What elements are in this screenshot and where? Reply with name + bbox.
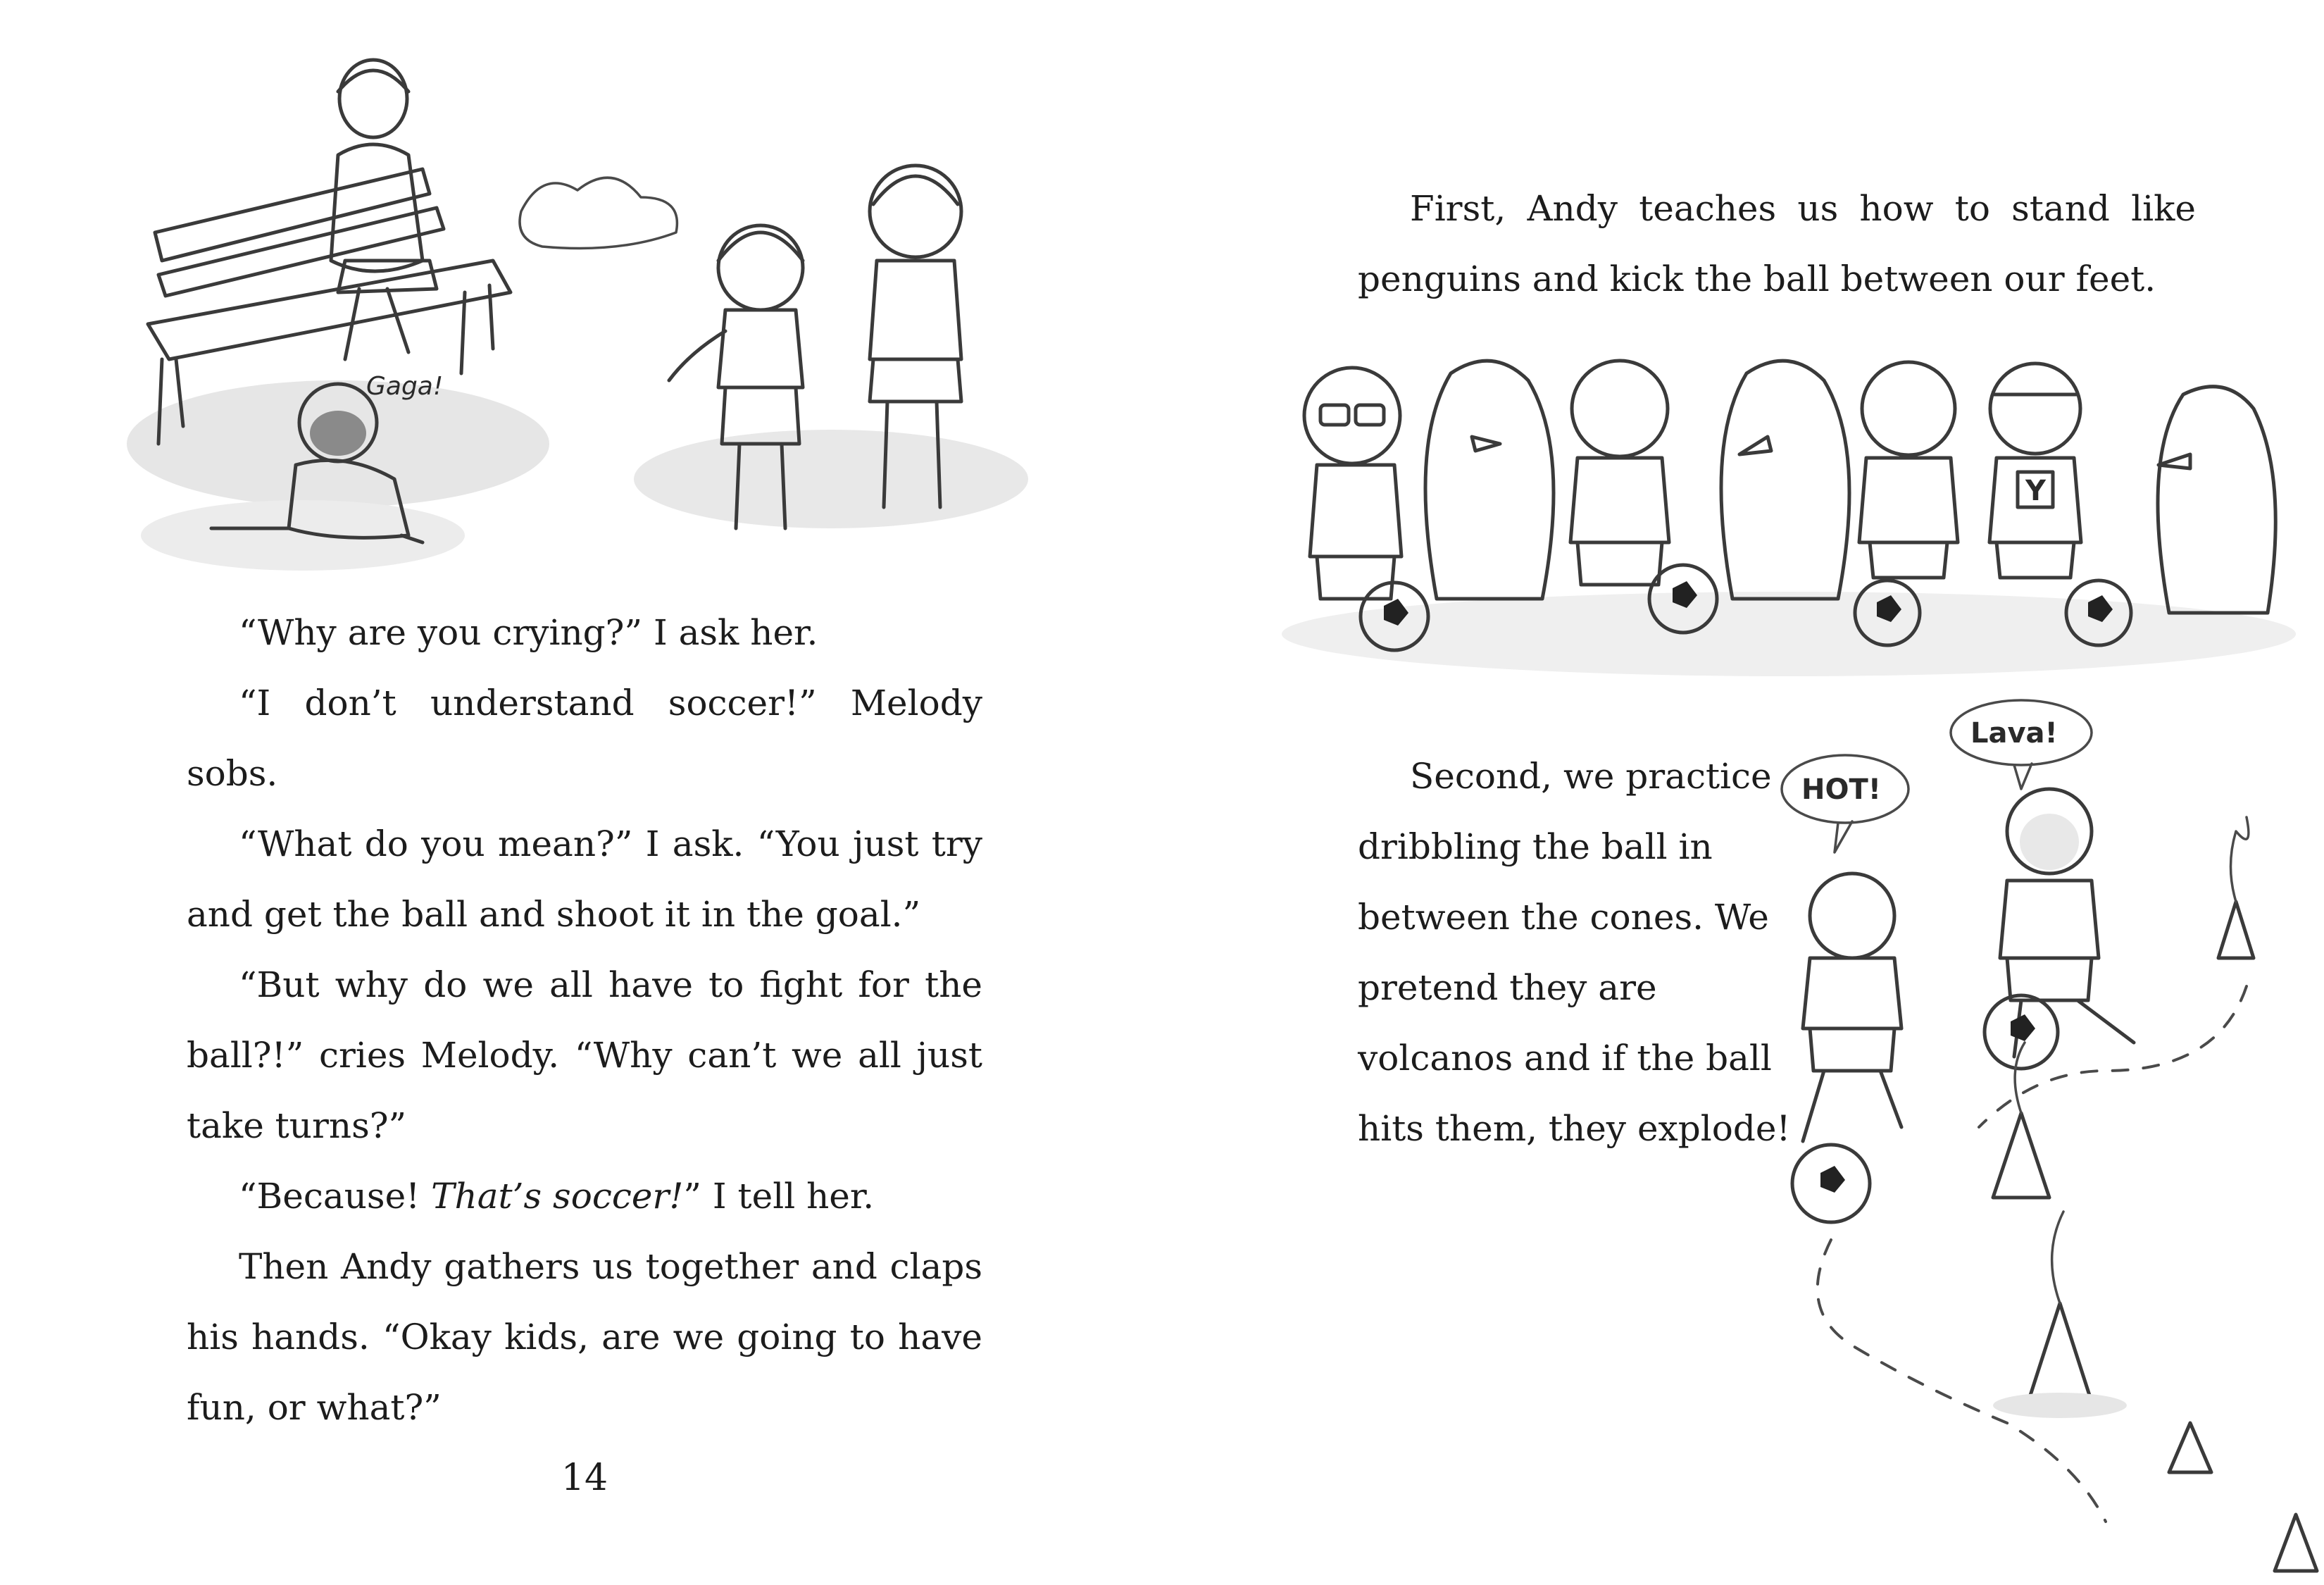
hot-text: HOT! — [1801, 773, 1882, 806]
left-page-text — [187, 597, 982, 1443]
penguin — [2158, 387, 2275, 613]
paragraph-text: Second, we practice dribbling the ball in between the cones. We pretend they are volcanos and if the ball hits them, they explode! — [1358, 756, 1791, 1149]
right-page — [1162, 0, 2324, 1585]
speech-bubble-hot — [1782, 755, 1908, 852]
paragraph-text: ” I tell her. — [683, 1176, 875, 1217]
volcano-cone — [1993, 1212, 2127, 1418]
paragraph — [187, 1161, 982, 1231]
girl-dribbling — [1803, 874, 1901, 1141]
paragraph-penguins: First, Andy teaches us how to stand like penguins and kick the ball between our feet. — [1358, 188, 2196, 299]
paragraph: Then Andy gathers us together and claps his hands. “Okay kids, are we going to have fun, or what?” — [187, 1246, 982, 1428]
gaga-text: Gaga! — [366, 372, 444, 401]
traffic-cone — [2169, 1423, 2211, 1472]
paragraph: “What do you mean?” I ask. “You just try and get the ball and shoot it in the goal.” — [187, 823, 982, 935]
volcano-cones-illustration — [1711, 690, 2324, 1585]
park-bench-illustration — [127, 49, 1155, 585]
traffic-cone — [2275, 1515, 2317, 1571]
paragraph-text: “Because! — [239, 1176, 432, 1217]
page-number: 14 — [561, 1457, 608, 1499]
paragraph: “I don’t understand soccer!” Melody sobs. — [187, 683, 982, 794]
penguin-line-illustration — [1254, 331, 2324, 697]
speech-bubble-lava — [1951, 700, 2092, 789]
shirt-letter: Y — [2025, 475, 2046, 507]
penguin — [1425, 361, 1554, 599]
lava-text: Lava! — [1970, 717, 2058, 750]
kid-blond — [1570, 361, 1717, 633]
paragraph-italic-text: That’s soccer! — [431, 1176, 684, 1217]
volcano-cone — [2218, 817, 2254, 958]
penguin — [1721, 361, 1849, 599]
paragraph: “Why are you crying?” I ask her. — [239, 612, 818, 653]
soccer-ball — [1792, 1145, 1870, 1222]
volcano-cone — [1993, 1043, 2049, 1198]
grandma-character — [331, 60, 437, 359]
paragraph: “But why do we all have to fight for the ball?!” cries Melody. “Why can’t we all just take turns?” — [187, 964, 982, 1146]
girl-dark-hair — [2000, 789, 2134, 1057]
